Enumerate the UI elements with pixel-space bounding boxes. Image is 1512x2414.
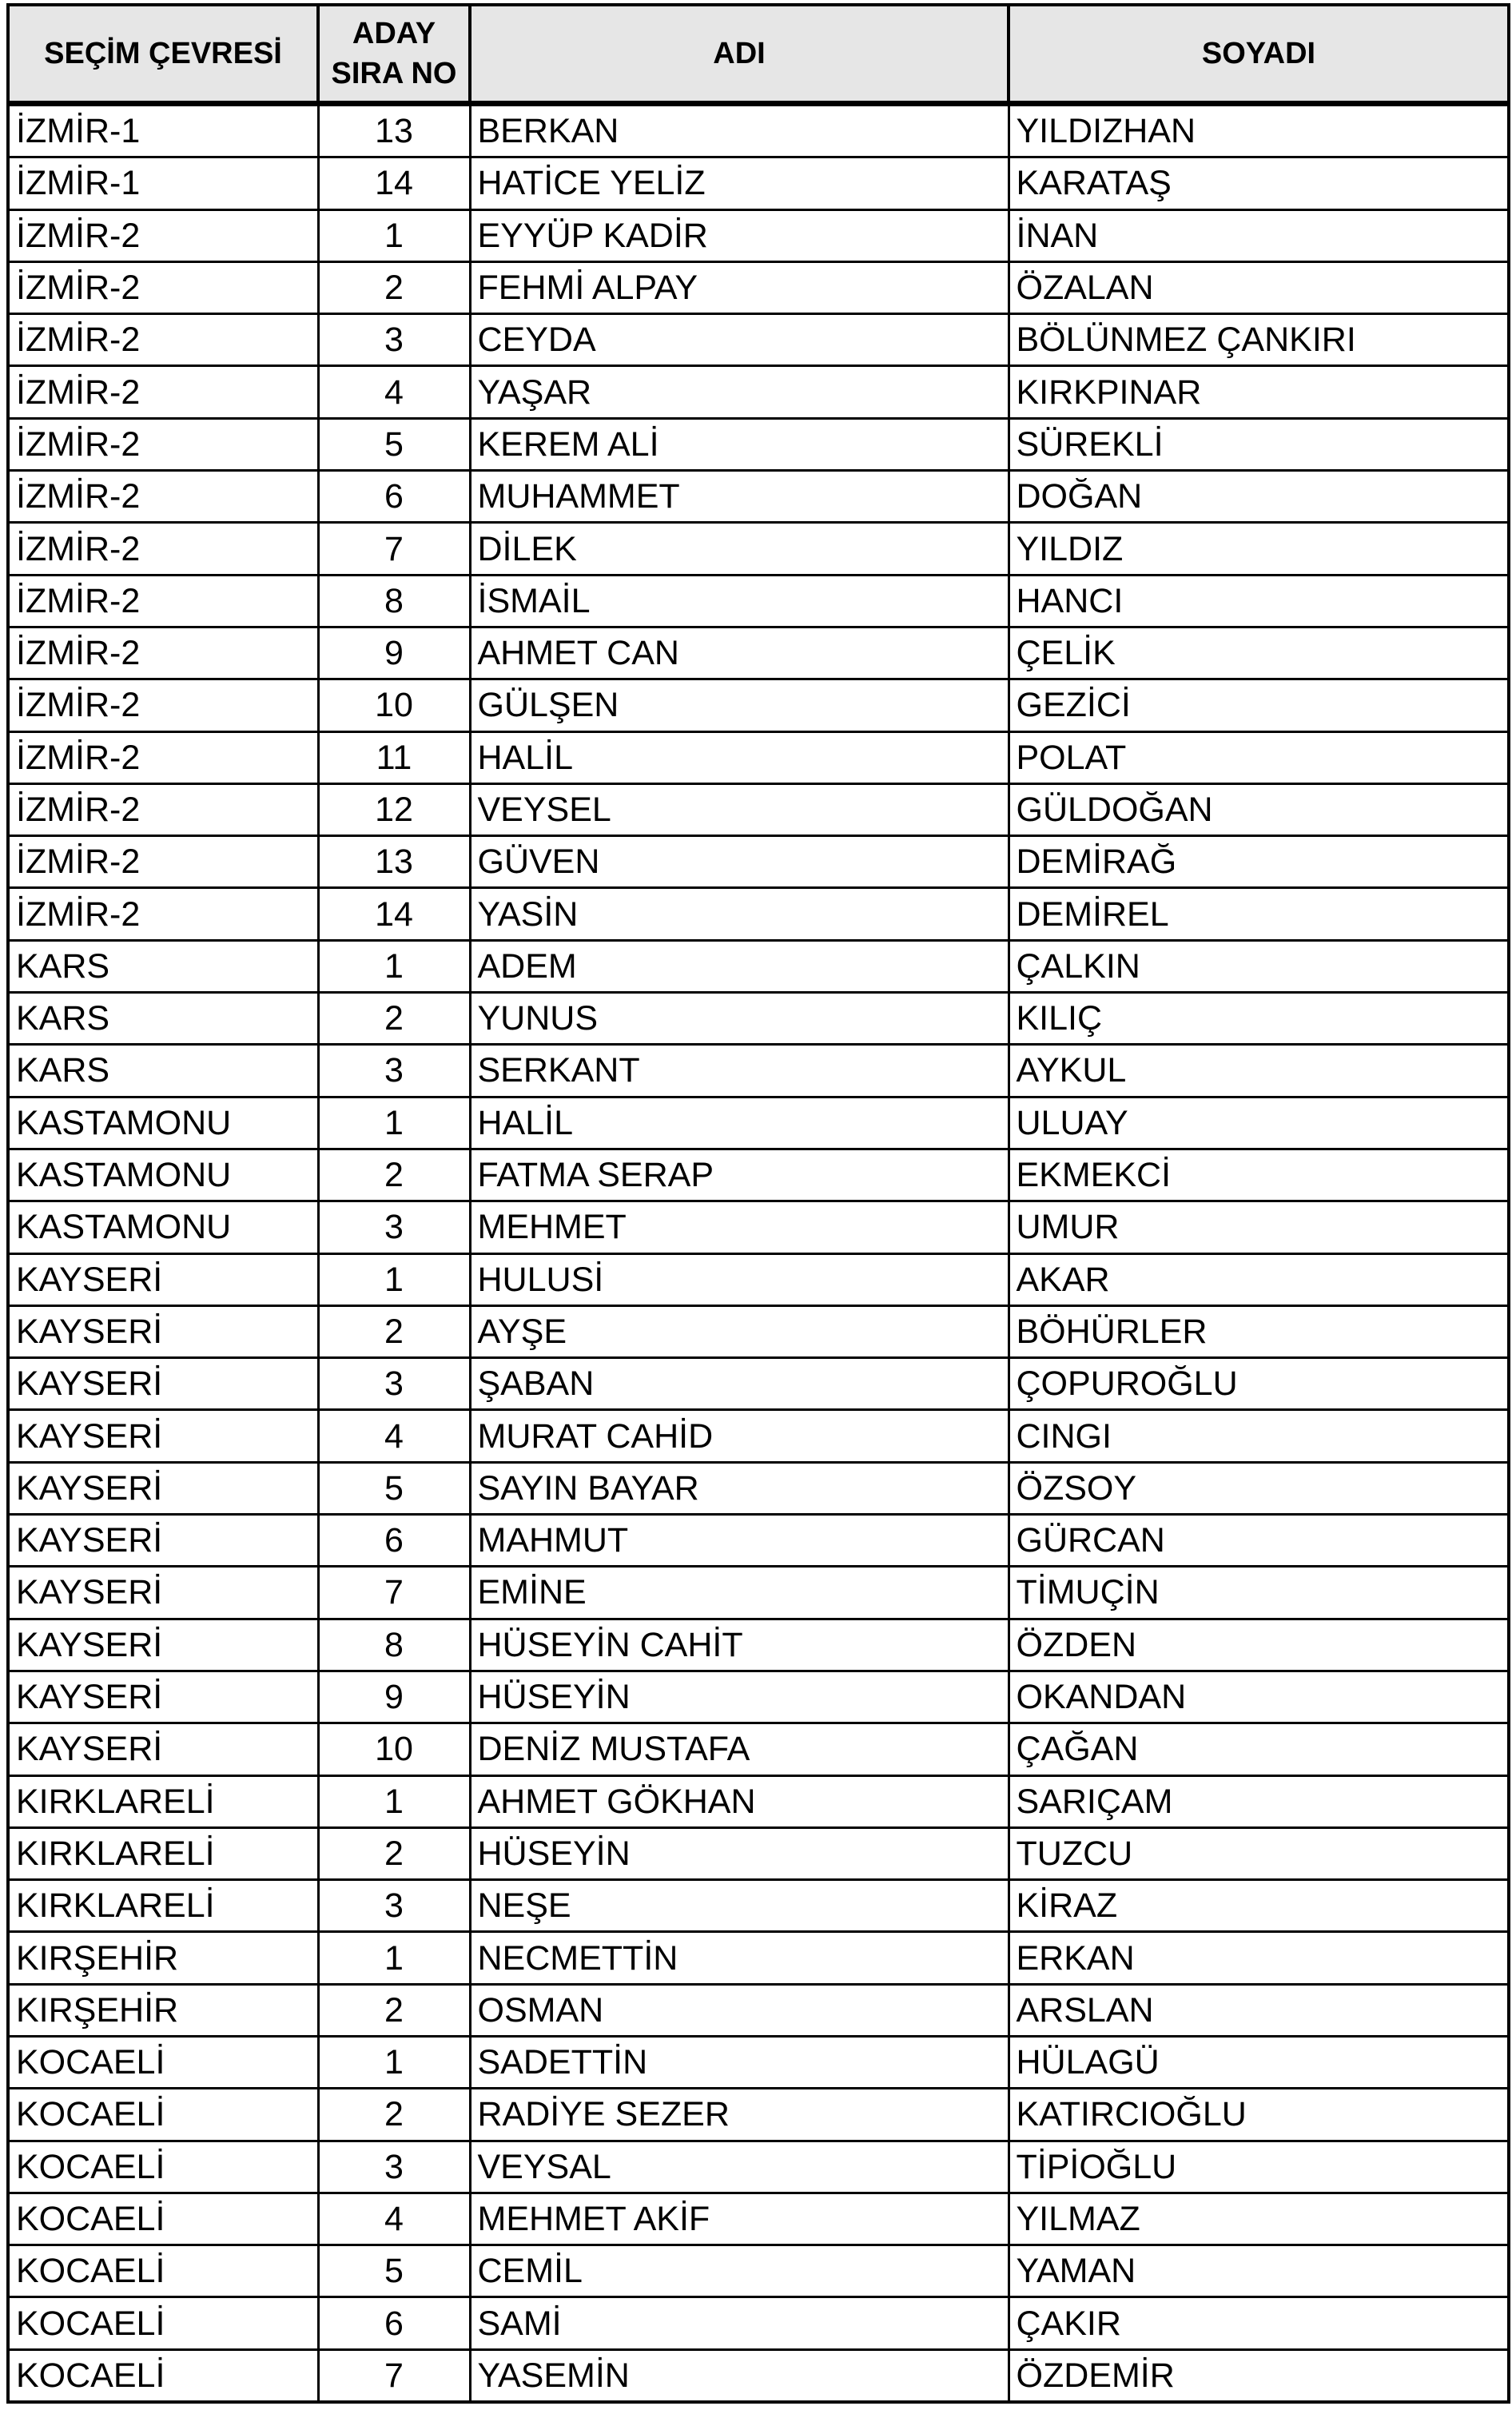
- cell-first-name: CEYDA: [470, 314, 1009, 366]
- cell-order: 2: [318, 1827, 470, 1879]
- cell-district: KIRŞEHİR: [8, 1984, 318, 2036]
- header-order-line1: ADAY: [352, 17, 436, 50]
- cell-first-name: DİLEK: [470, 523, 1009, 575]
- cell-last-name: EKMEKCİ: [1009, 1149, 1509, 1201]
- table-row: [8, 314, 1509, 366]
- cell-district: KIRKLARELİ: [8, 1827, 318, 1879]
- cell-order: 6: [318, 471, 470, 523]
- cell-order: 7: [318, 523, 470, 575]
- cell-district: KIRKLARELİ: [8, 1880, 318, 1932]
- table-row: [8, 366, 1509, 418]
- cell-district: İZMİR-2: [8, 209, 318, 261]
- cell-first-name: HATİCE YELİZ: [470, 157, 1009, 209]
- cell-order: 1: [318, 1253, 470, 1305]
- cell-district: İZMİR-2: [8, 418, 318, 470]
- cell-last-name: POLAT: [1009, 731, 1509, 783]
- cell-last-name: TİPİOĞLU: [1009, 2141, 1509, 2193]
- cell-order: 5: [318, 2245, 470, 2297]
- table-row: [8, 1984, 1509, 2036]
- cell-district: KOCAELİ: [8, 2349, 318, 2402]
- cell-order: 1: [318, 940, 470, 992]
- cell-district: KIRŞEHİR: [8, 1932, 318, 1984]
- cell-last-name: KATIRCIOĞLU: [1009, 2089, 1509, 2141]
- cell-first-name: GÜVEN: [470, 836, 1009, 888]
- table-row: [8, 261, 1509, 313]
- cell-district: KIRKLARELİ: [8, 1775, 318, 1827]
- cell-first-name: AYŞE: [470, 1305, 1009, 1357]
- cell-district: İZMİR-2: [8, 366, 318, 418]
- table-row: [8, 1567, 1509, 1619]
- cell-first-name: HULUSİ: [470, 1253, 1009, 1305]
- header-district: SEÇİM ÇEVRESİ: [8, 5, 318, 104]
- header-first-name: ADI: [470, 5, 1009, 104]
- cell-first-name: KEREM ALİ: [470, 418, 1009, 470]
- cell-last-name: ÇELİK: [1009, 627, 1509, 679]
- cell-first-name: MAHMUT: [470, 1515, 1009, 1567]
- cell-last-name: YILDIZ: [1009, 523, 1509, 575]
- cell-last-name: TUZCU: [1009, 1827, 1509, 1879]
- cell-district: KAYSERİ: [8, 1462, 318, 1514]
- table-row: [8, 1671, 1509, 1723]
- cell-last-name: YILDIZHAN: [1009, 104, 1509, 157]
- cell-order: 1: [318, 2036, 470, 2088]
- cell-order: 7: [318, 1567, 470, 1619]
- cell-district: KOCAELİ: [8, 2245, 318, 2297]
- table-row: [8, 2193, 1509, 2245]
- cell-district: İZMİR-2: [8, 836, 318, 888]
- cell-last-name: SARIÇAM: [1009, 1775, 1509, 1827]
- cell-first-name: MEHMET AKİF: [470, 2193, 1009, 2245]
- cell-district: KAYSERİ: [8, 1410, 318, 1462]
- table-row: [8, 104, 1509, 157]
- table-row: [8, 836, 1509, 888]
- table-row: [8, 940, 1509, 992]
- cell-last-name: CINGI: [1009, 1410, 1509, 1462]
- cell-district: İZMİR-2: [8, 783, 318, 835]
- cell-last-name: ÇAĞAN: [1009, 1723, 1509, 1775]
- cell-order: 10: [318, 1723, 470, 1775]
- table-row: [8, 1775, 1509, 1827]
- cell-district: KASTAMONU: [8, 1149, 318, 1201]
- cell-district: KARS: [8, 993, 318, 1045]
- cell-first-name: AHMET GÖKHAN: [470, 1775, 1009, 1827]
- cell-order: 3: [318, 314, 470, 366]
- cell-first-name: MUHAMMET: [470, 471, 1009, 523]
- cell-last-name: ÇALKIN: [1009, 940, 1509, 992]
- cell-last-name: ULUAY: [1009, 1097, 1509, 1149]
- cell-first-name: YASİN: [470, 888, 1009, 940]
- cell-last-name: DEMİREL: [1009, 888, 1509, 940]
- cell-first-name: YAŞAR: [470, 366, 1009, 418]
- table-row: [8, 2297, 1509, 2349]
- table-row: [8, 2089, 1509, 2141]
- cell-district: KAYSERİ: [8, 1253, 318, 1305]
- cell-last-name: HÜLAGÜ: [1009, 2036, 1509, 2088]
- cell-last-name: OKANDAN: [1009, 1671, 1509, 1723]
- cell-district: KARS: [8, 1045, 318, 1097]
- header-row: [8, 5, 1509, 104]
- cell-first-name: FATMA SERAP: [470, 1149, 1009, 1201]
- cell-last-name: BÖLÜNMEZ ÇANKIRI: [1009, 314, 1509, 366]
- cell-district: KAYSERİ: [8, 1567, 318, 1619]
- table-row: [8, 1619, 1509, 1671]
- cell-district: İZMİR-2: [8, 888, 318, 940]
- cell-last-name: ÖZDEN: [1009, 1619, 1509, 1671]
- cell-last-name: GEZİCİ: [1009, 679, 1509, 731]
- cell-district: İZMİR-2: [8, 679, 318, 731]
- cell-order: 6: [318, 2297, 470, 2349]
- cell-last-name: ÖZALAN: [1009, 261, 1509, 313]
- cell-district: KAYSERİ: [8, 1515, 318, 1567]
- cell-last-name: KIRKPINAR: [1009, 366, 1509, 418]
- cell-district: İZMİR-2: [8, 627, 318, 679]
- table-header: [8, 5, 1509, 104]
- cell-district: İZMİR-2: [8, 731, 318, 783]
- cell-order: 14: [318, 157, 470, 209]
- cell-first-name: SAMİ: [470, 2297, 1009, 2349]
- cell-last-name: ÖZDEMİR: [1009, 2349, 1509, 2402]
- cell-first-name: HÜSEYİN: [470, 1671, 1009, 1723]
- cell-last-name: ARSLAN: [1009, 1984, 1509, 2036]
- cell-order: 3: [318, 1201, 470, 1253]
- cell-last-name: KARATAŞ: [1009, 157, 1509, 209]
- table-row: [8, 1201, 1509, 1253]
- table-row: [8, 1045, 1509, 1097]
- cell-first-name: HÜSEYİN CAHİT: [470, 1619, 1009, 1671]
- cell-last-name: AKAR: [1009, 1253, 1509, 1305]
- cell-first-name: RADİYE SEZER: [470, 2089, 1009, 2141]
- table-row: [8, 888, 1509, 940]
- cell-first-name: SERKANT: [470, 1045, 1009, 1097]
- header-order-line2: SIRA NO: [331, 57, 457, 90]
- cell-order: 1: [318, 1932, 470, 1984]
- cell-first-name: ADEM: [470, 940, 1009, 992]
- cell-last-name: ERKAN: [1009, 1932, 1509, 1984]
- cell-last-name: DOĞAN: [1009, 471, 1509, 523]
- table-row: [8, 1932, 1509, 1984]
- cell-district: KOCAELİ: [8, 2089, 318, 2141]
- cell-last-name: KILIÇ: [1009, 993, 1509, 1045]
- cell-first-name: OSMAN: [470, 1984, 1009, 2036]
- table-row: [8, 209, 1509, 261]
- cell-order: 9: [318, 627, 470, 679]
- header-order: [318, 5, 470, 104]
- cell-first-name: YASEMİN: [470, 2349, 1009, 2402]
- cell-order: 8: [318, 1619, 470, 1671]
- table-row: [8, 1880, 1509, 1932]
- table-row: [8, 157, 1509, 209]
- cell-first-name: VEYSEL: [470, 783, 1009, 835]
- cell-first-name: SAYIN BAYAR: [470, 1462, 1009, 1514]
- cell-order: 2: [318, 261, 470, 313]
- cell-order: 3: [318, 1045, 470, 1097]
- cell-order: 13: [318, 836, 470, 888]
- table-row: [8, 1149, 1509, 1201]
- cell-district: KOCAELİ: [8, 2297, 318, 2349]
- cell-district: KAYSERİ: [8, 1358, 318, 1410]
- cell-order: 3: [318, 2141, 470, 2193]
- table-row: [8, 1515, 1509, 1567]
- cell-first-name: DENİZ MUSTAFA: [470, 1723, 1009, 1775]
- cell-first-name: MURAT CAHİD: [470, 1410, 1009, 1462]
- cell-order: 13: [318, 104, 470, 157]
- cell-first-name: HALİL: [470, 1097, 1009, 1149]
- cell-first-name: BERKAN: [470, 104, 1009, 157]
- cell-first-name: VEYSAL: [470, 2141, 1009, 2193]
- cell-order: 1: [318, 1097, 470, 1149]
- cell-first-name: YUNUS: [470, 993, 1009, 1045]
- cell-first-name: AHMET CAN: [470, 627, 1009, 679]
- cell-first-name: NEŞE: [470, 1880, 1009, 1932]
- cell-district: KAYSERİ: [8, 1671, 318, 1723]
- cell-district: İZMİR-2: [8, 314, 318, 366]
- cell-first-name: İSMAİL: [470, 575, 1009, 627]
- header-last-name: SOYADI: [1009, 5, 1509, 104]
- table-row: [8, 1253, 1509, 1305]
- cell-last-name: ÇOPUROĞLU: [1009, 1358, 1509, 1410]
- cell-district: KOCAELİ: [8, 2141, 318, 2193]
- table-body: [8, 104, 1509, 2403]
- cell-order: 4: [318, 1410, 470, 1462]
- cell-order: 14: [318, 888, 470, 940]
- cell-first-name: CEMİL: [470, 2245, 1009, 2297]
- cell-order: 2: [318, 1305, 470, 1357]
- table-row: [8, 1827, 1509, 1879]
- cell-order: 4: [318, 2193, 470, 2245]
- cell-district: İZMİR-1: [8, 157, 318, 209]
- table-row: [8, 2036, 1509, 2088]
- cell-first-name: NECMETTİN: [470, 1932, 1009, 1984]
- cell-order: 2: [318, 993, 470, 1045]
- cell-order: 7: [318, 2349, 470, 2402]
- table-row: [8, 471, 1509, 523]
- table-row: [8, 627, 1509, 679]
- table-row: [8, 783, 1509, 835]
- cell-last-name: YAMAN: [1009, 2245, 1509, 2297]
- cell-district: KARS: [8, 940, 318, 992]
- cell-order: 9: [318, 1671, 470, 1723]
- cell-first-name: EYYÜP KADİR: [470, 209, 1009, 261]
- table-row: [8, 1723, 1509, 1775]
- table-row: [8, 2245, 1509, 2297]
- table-row: [8, 1305, 1509, 1357]
- cell-district: KASTAMONU: [8, 1201, 318, 1253]
- cell-district: İZMİR-2: [8, 471, 318, 523]
- cell-district: KOCAELİ: [8, 2193, 318, 2245]
- table-row: [8, 731, 1509, 783]
- table-row: [8, 993, 1509, 1045]
- cell-last-name: UMUR: [1009, 1201, 1509, 1253]
- table-row: [8, 1097, 1509, 1149]
- cell-last-name: AYKUL: [1009, 1045, 1509, 1097]
- cell-first-name: FEHMİ ALPAY: [470, 261, 1009, 313]
- cell-order: 4: [318, 366, 470, 418]
- cell-district: KASTAMONU: [8, 1097, 318, 1149]
- cell-first-name: MEHMET: [470, 1201, 1009, 1253]
- cell-last-name: HANCI: [1009, 575, 1509, 627]
- cell-first-name: HALİL: [470, 731, 1009, 783]
- cell-order: 3: [318, 1358, 470, 1410]
- cell-order: 10: [318, 679, 470, 731]
- cell-last-name: ÖZSOY: [1009, 1462, 1509, 1514]
- table-row: [8, 523, 1509, 575]
- cell-last-name: YILMAZ: [1009, 2193, 1509, 2245]
- cell-district: İZMİR-2: [8, 261, 318, 313]
- table-row: [8, 1358, 1509, 1410]
- cell-last-name: GÜRCAN: [1009, 1515, 1509, 1567]
- cell-order: 5: [318, 1462, 470, 1514]
- cell-order: 3: [318, 1880, 470, 1932]
- table-row: [8, 1462, 1509, 1514]
- cell-last-name: TİMUÇİN: [1009, 1567, 1509, 1619]
- cell-last-name: ÇAKIR: [1009, 2297, 1509, 2349]
- cell-district: KAYSERİ: [8, 1619, 318, 1671]
- cell-order: 2: [318, 1984, 470, 2036]
- cell-order: 8: [318, 575, 470, 627]
- cell-district: İZMİR-1: [8, 104, 318, 157]
- cell-order: 1: [318, 209, 470, 261]
- cell-order: 5: [318, 418, 470, 470]
- cell-first-name: EMİNE: [470, 1567, 1009, 1619]
- cell-last-name: İNAN: [1009, 209, 1509, 261]
- candidate-table: [6, 3, 1510, 2404]
- cell-order: 6: [318, 1515, 470, 1567]
- cell-first-name: ŞABAN: [470, 1358, 1009, 1410]
- cell-district: KAYSERİ: [8, 1305, 318, 1357]
- table-row: [8, 418, 1509, 470]
- cell-order: 2: [318, 2089, 470, 2141]
- cell-order: 2: [318, 1149, 470, 1201]
- cell-first-name: HÜSEYİN: [470, 1827, 1009, 1879]
- cell-order: 1: [318, 1775, 470, 1827]
- cell-last-name: SÜREKLİ: [1009, 418, 1509, 470]
- cell-order: 11: [318, 731, 470, 783]
- cell-first-name: GÜLŞEN: [470, 679, 1009, 731]
- cell-district: İZMİR-2: [8, 575, 318, 627]
- cell-last-name: DEMİRAĞ: [1009, 836, 1509, 888]
- cell-first-name: SADETTİN: [470, 2036, 1009, 2088]
- table-row: [8, 2141, 1509, 2193]
- cell-last-name: BÖHÜRLER: [1009, 1305, 1509, 1357]
- table-row: [8, 679, 1509, 731]
- cell-order: 12: [318, 783, 470, 835]
- cell-last-name: GÜLDOĞAN: [1009, 783, 1509, 835]
- cell-last-name: KİRAZ: [1009, 1880, 1509, 1932]
- cell-district: KOCAELİ: [8, 2036, 318, 2088]
- table-row: [8, 1410, 1509, 1462]
- table-row: [8, 575, 1509, 627]
- cell-district: KAYSERİ: [8, 1723, 318, 1775]
- cell-district: İZMİR-2: [8, 523, 318, 575]
- table-row: [8, 2349, 1509, 2402]
